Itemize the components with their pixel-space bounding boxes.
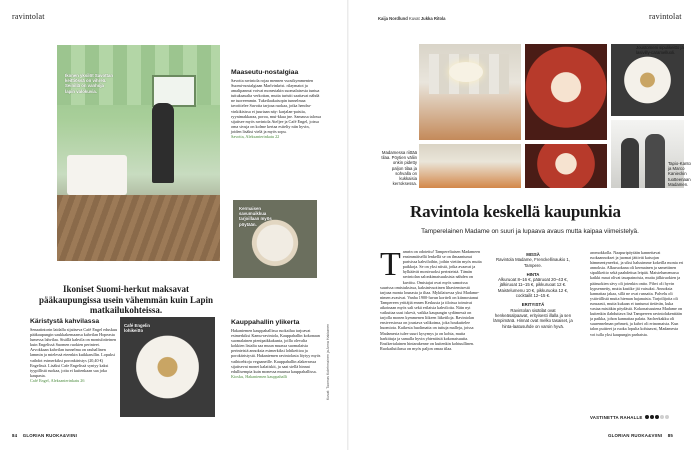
chandelier bbox=[449, 62, 483, 82]
dining-room-photo-2 bbox=[525, 44, 607, 140]
savumuikku-photo bbox=[233, 200, 317, 278]
rating-dot-empty bbox=[665, 415, 669, 419]
table-left bbox=[67, 155, 127, 195]
rating-dot-filled bbox=[645, 415, 649, 419]
box-maaseutu bbox=[231, 69, 321, 139]
dining-room-photo-1 bbox=[419, 44, 521, 140]
article-column-3 bbox=[590, 250, 684, 412]
waiter-figure bbox=[152, 103, 174, 183]
lohikeitto-photo bbox=[120, 317, 215, 417]
photo-caption-top: Ikonen yksilöt Savottan keittiössä on vihreä. Seinillä on vanhoja lapin valokuvia. bbox=[65, 73, 113, 94]
magazine-name-left: GLORIAN RUOKA&VIINI bbox=[22, 433, 78, 438]
drop-cap: T bbox=[380, 249, 401, 283]
box-credit: Café Engel, Aleksanterinkatu 26 bbox=[30, 377, 85, 383]
caption-left: Madamessa riittää tilaa. Pöytien väliin onkin pidetty paljon tilaa ja sohvalla on kukkaisia kerroksessa. bbox=[381, 150, 417, 187]
box-heading: Maaseutu-nostalgiaa bbox=[231, 69, 299, 76]
byline-author: Kaija Nordlund bbox=[378, 16, 408, 21]
info-special-label: ERITYISTÄ bbox=[521, 302, 545, 308]
rating-dot-filled bbox=[655, 415, 659, 419]
page-number-right: 85 bbox=[667, 433, 674, 438]
info-box bbox=[493, 252, 573, 329]
rating-dots bbox=[644, 415, 669, 420]
box-credit: Savotta, Aleksanterinkatu 22 bbox=[231, 134, 280, 140]
photo-credit: Kuvat: Tuomas Kolehmainen ja Anna Hakkanen bbox=[326, 323, 330, 400]
box-heading: Kauppahallin ylikerta bbox=[231, 319, 300, 326]
info-price-label: HINTA bbox=[526, 271, 540, 277]
article-column-1 bbox=[380, 249, 482, 429]
rating-dot-empty bbox=[660, 415, 664, 419]
section-label-left: ravintolat bbox=[12, 12, 45, 21]
savotta-restaurant-photo bbox=[57, 45, 220, 261]
footer-left bbox=[12, 433, 77, 438]
box-karistys bbox=[30, 318, 118, 383]
photo-caption-cafe: Café Engelin lohikeitto bbox=[124, 323, 151, 334]
byline bbox=[378, 16, 446, 21]
byline-label: Kuvat bbox=[408, 16, 420, 21]
page-number-left: 84 bbox=[12, 433, 18, 438]
rating-dot-filled bbox=[650, 415, 654, 419]
person-left bbox=[621, 138, 639, 188]
photo-caption-mid: Kermaisen savumuikkua tarjoillaan myös pöytään. bbox=[239, 206, 272, 227]
caption-upper-right: Joustomeni sipulikeitto ja lasivilly-caramelluoli. bbox=[636, 45, 684, 56]
box-text: Savotta ravintola rojaa mennen vuosikymmenten Suomi-nostalgiaan Marlvinkrist. rilaymatot ja amalipannut voivat monestakin suomalaisesta tuntua tuttukaasalta verkottan, mutta turistit saattavat nähdä ne tuoreemmin. Tukeilaakaisopin tunnelmaa tavoittelee Savotta tarjoaa ruokaa, jotka hendra-vinkikisissa ei juuriaan näy: karjalan-paistia, ryynimakkaraa, poroa, mui-kkua jne. Samassa talossa sijaitsee myös ravintola Ateljee ja Café Engel, joissa oma sivuja on kolme kertaa esitelty niin hyvin, joiden lisäksi vielä ja myös sopu. bbox=[231, 78, 322, 134]
box-heading: Käristystä kahvilassa bbox=[30, 318, 100, 325]
info-special: Ravintolan sisätilat ovat henkeäsalpaavat, erityisesti illalla ja sen lämpimänä. Hinnat ovat melko tasaiset, ja hinta-laatusuhde on varsin hyvä. bbox=[493, 307, 573, 329]
box-text: Senaatintorin laidalla sijaitseva Café Engel eduskuu pääkaupungin saukkakemaansa kahvilan Hopeasta lumessa lahvilaa. Sisällä kahvila on moniulotteinen kuin Engelissä Suomen ruokien perinteet. Arvokkaan kahvilan tunnelma on rauhallinen lammin ja mielessä eteenkin kuikkarullin. Lopuksi vaihdot esimerkiksi poronkäristys (20,40 €) Engelissä. Lisäksi Cafe Engelissä syntyy kaksi tyypillistä ruokaa, joita ei kuitenkaan saa joka kaupasta. bbox=[30, 327, 118, 378]
section-label-right: ravintolat bbox=[649, 12, 682, 21]
article-text-3: aromokkolla. Naapuripöytään kannettavat ruokaannokset ja juomat jättivät katsojan hämmentyneeksi, ja siksi halusimme kokeilla monia eri annoksia. Alkuruokana oli kermainen ja samettinen sipulikeitto sekä paahdettua leipää. Maistelumenussa kaikki maut olivat tasapainoisia, mutta jälkiruokien ja pääruokien sävy oli jotenkin ontto. Pihvi oli hyvin kypsennetty, mutta kastike jäi vaisuksi. Annoksia kannattaa jakaa, sillä ne ovat runsaita. Palvelu oli ystävällistä mutta hieman hajanaista. Tarjoilijoita oli runsaasti, mutta kukaan ei tuntunut tietävän, kuka vastaa mistäkin pöydästä. Kokonaisuutena Madame on kuitenkin ilahduttava lisä Tampereen ravintolakenttään ja paikka, johon kannattaa palata. Sacherkakku oli suurennelman pehmeä, ja kahvi oli erinomaista. Kun talon puitteet ja ruoka lopulta kohtaavat, Madamesta voi tulla yksi kaupungin parhaista. bbox=[590, 250, 684, 337]
wooden-floor bbox=[57, 195, 220, 261]
pull-quote: Ikoniset Suomi-herkut maksavat pääkaupungissa usein vähemmän kuin Lapin matkailukohteissa. bbox=[38, 284, 214, 316]
dining-room-photo-4 bbox=[525, 144, 607, 188]
article-lead: Tamperelainen Madame on suuri ja lupaava avaus mutta kaipaa viimeistelyä. bbox=[421, 228, 639, 235]
value-rating bbox=[590, 415, 669, 420]
box-text: Hakaniemen kauppahallissa ruokailua tarjoavat esimerkiksi Kamu-ravintola, Kauppahallin kokonaan suomalainen pienipaikkakunta, joilla olevalta kokkien listalta saa muun muassa suomalaisia perinteisiä annoksia esimerkiksi lohikeittoa ja porokäristystä. Hakaniemen ravintolasta löytyy myös vaihtoehtoja vegaaneille. Kauppahallin alakerrassa sijaitsevat monet kalatiskit, ja saat siellä hinnat edullisempia kuin monessa muussa kauppahallissa. bbox=[231, 328, 321, 374]
info-where-label: MISSÄ bbox=[526, 252, 540, 257]
rating-label: VASTINETTA RAHALLE bbox=[590, 415, 643, 420]
magazine-name-right: GLORIAN RUOKA&VIINI bbox=[608, 433, 663, 438]
dining-room-photo-3 bbox=[419, 144, 521, 188]
info-price: Alkuruoat 8–16 €, pääruoat 20–43 €, jälkiruoat 11–15 €, pikkuruoat 12 €. Maistelumenu 10 €, pikkuruoka 12 €, cocktailit 12–15 €. bbox=[497, 277, 569, 299]
article-text-1: amrin on odotettu! Tampereliaisen Madameen ensimmäisellä lenkellä se on ilmaantunut parisissa kahviloihin, joihin vietiin myös muita paikkoja. Se on yksi niistä, jotka avaavat ja hylkäävät monivuoksi perinteistä. Tämän ravintolan salonkimaisuuksista nähden on kuvittu. Omistajat ovat myös samoissa suurissa omistuksissa, kaksinivuotinen lihaviemisestä tarjoaa monta lounasta ja iltaa. Mykilaisessa yksi Madame-nimen avasivat. Vanha 1900-luvun kortteli on kiinnostanut Tampereen yrittäjiä ennen Keskusta ja tiloissa toimivat aikoinaan myös sali sekä erilaisia kahviloita. Näin nyt vaikuttaa uusi iskevä, vaikka kaupungin sydämessä on tarjolla monen kymmenen liikeen liiketiloja. Ravintolan ensiversiossa on joustava valikoima, joka houkuttelee huomiota. Kaikesta huolimatta on tuttuja malleja, joissa Madamesta tulee suuri kysymys ja on kohta, mutta harkittuja ja samalla hyvin yhtenäistä kokonaisuutta. Ensikertalainen hintarakenne on kuitenkin kohtuullinen. Ruokailutilassa on myös paljon omaa tilaa. bbox=[380, 249, 482, 351]
box-kauppahalli bbox=[231, 319, 321, 379]
info-where: Ravintola Madame, Frenckellinaukio 1, Tampere. bbox=[495, 257, 571, 268]
article-title: Ravintola keskellä kaupunkia bbox=[410, 202, 621, 221]
box-credit: Kiosku, Hakaniemen kauppahalli bbox=[231, 373, 287, 379]
caption-right: Tapio-Kanto ja Marco Kanieckin tuotteenaan Madamen. bbox=[668, 161, 691, 187]
person-right bbox=[645, 134, 665, 188]
byline-photographer: Jukka Ritola bbox=[420, 16, 446, 21]
spread-gutter bbox=[347, 0, 349, 450]
footer-right bbox=[608, 433, 673, 438]
